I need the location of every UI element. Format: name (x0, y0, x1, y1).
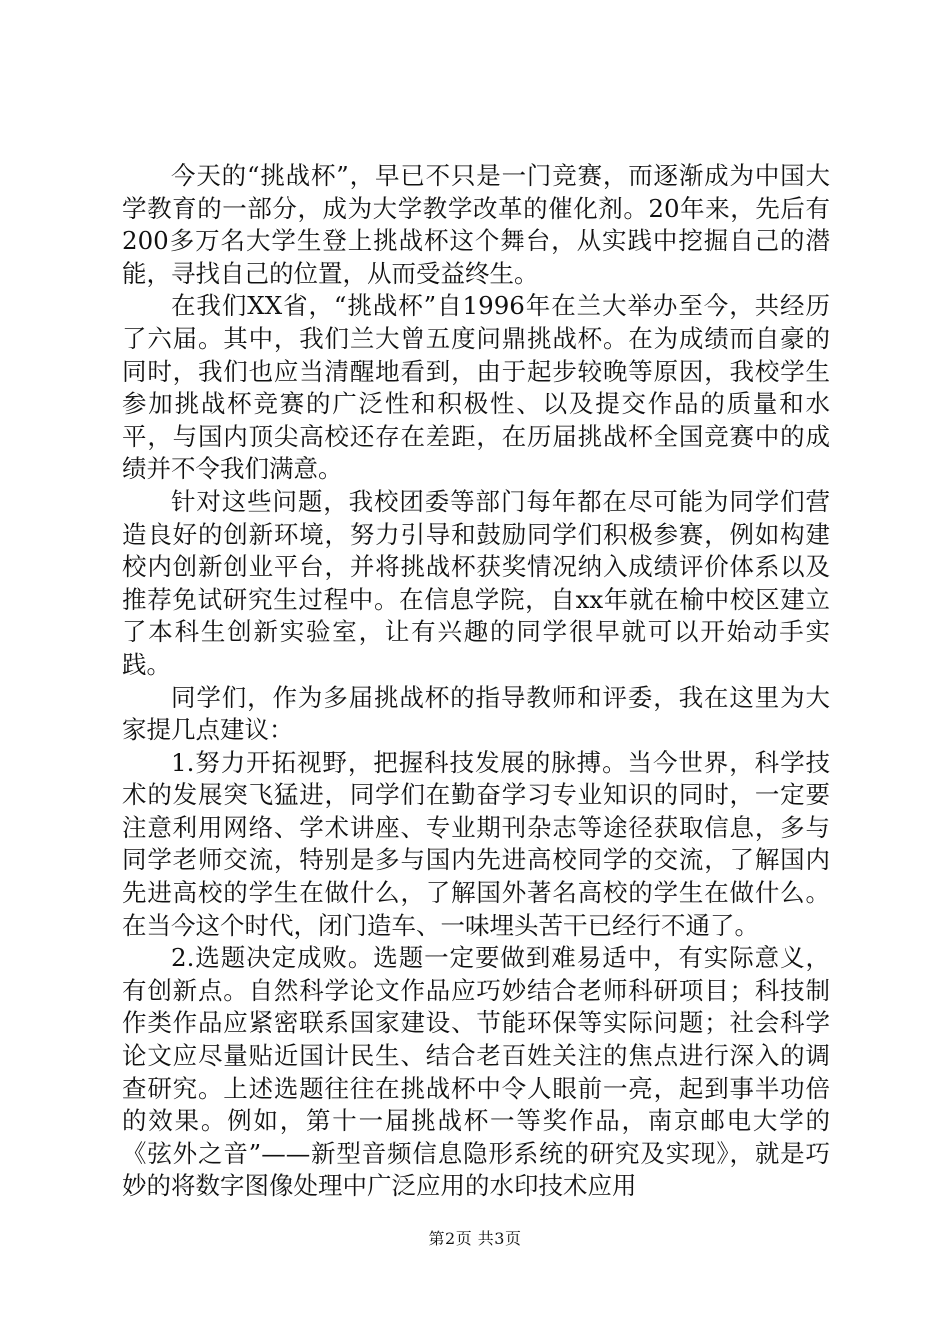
paragraph-4: 同学们，作为多届挑战杯的指导教师和评委，我在这里为大家提几点建议： (122, 682, 830, 745)
paragraph-6: 2.选题决定成败。选题一定要做到难易适中，有实际意义，有创新点。自然科学论文作品应巧妙结合老师科研项目；科技制作类作品应紧密联系国家建设、节能环保等实际问题；社会科学论文应尽量贴近国计民生、结合老百姓关注的焦点进行深入的调查研究。上述选题往往在挑战杯中令人眼前一亮，起到事半功倍的效果。例如，第十一届挑战杯一等奖作品，南京邮电大学的《弦外之音”——新型音频信息隐形系统的研究及实现》，就是巧妙的将数字图像处理中广泛应用的水印技术应用 (122, 943, 830, 1201)
document-body (122, 160, 830, 1203)
paragraph-1: 今天的“挑战杯”，早已不只是一门竞赛，而逐渐成为中国大学教育的一部分，成为大学教学改革的催化剂。20年来，先后有200多万名大学生登上挑战杯这个舞台，从实践中挖掘自己的潜能，寻找自己的位置，从而受益终生。 (122, 161, 830, 288)
page-number-footer: 第2页 共3页 (428, 1229, 522, 1248)
paragraph-3: 针对这些问题，我校团委等部门每年都在尽可能为同学们营造良好的创新环境，努力引导和鼓励同学们积极参赛，例如构建校内创新创业平台，并将挑战杯获奖情况纳入成绩评价体系以及推荐免试研究生过程中。在信息学院，自xx年就在榆中校区建立了本科生创新实验室，让有兴趣的同学很早就可以开始动手实践。 (122, 486, 830, 679)
paragraph-2: 在我们XX省，“挑战杯”自1996年在兰大举办至今，共经历了六届。其中，我们兰大曾五度问鼎挑战杯。在为成绩而自豪的同时，我们也应当清醒地看到，由于起步较晚等原因，我校学生参加挑战杯竞赛的广泛性和积极性、以及提交作品的质量和水平，与国内顶尖高校还存在差距，在历届挑战杯全国竞赛中的成绩并不令我们满意。 (122, 291, 830, 484)
paragraph-5: 1.努力开拓视野，把握科技发展的脉搏。当今世界，科学技术的发展突飞猛进，同学们在勤奋学习专业知识的同时，一定要注意利用网络、学术讲座、专业期刊杂志等途径获取信息，多与同学老师交流，特别是多与国内先进高校同学的交流，了解国内先进高校的学生在做什么，了解国外著名高校的学生在做什么。在当今这个时代，闭门造车、一味埋头苦干已经行不通了。 (122, 747, 830, 940)
